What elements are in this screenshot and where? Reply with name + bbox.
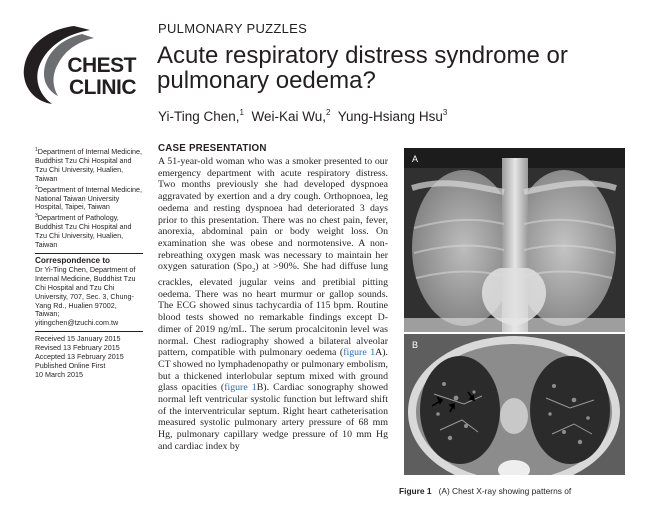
- figure-panel-b-ct[interactable]: [404, 334, 625, 475]
- affiliation-text: Department of Internal Medicine, Buddhist Tzu Chi Hospital and Tzu Chi University, Hualien, Taiwan: [35, 147, 143, 183]
- chest-xray-image: [404, 148, 625, 332]
- date-published: 10 March 2015: [35, 369, 83, 379]
- panel-label-a: A: [412, 154, 419, 164]
- author-affiliation-mark: 1: [239, 108, 244, 117]
- affiliation: [35, 146, 143, 184]
- figure-caption-label: Figure 1: [399, 486, 432, 496]
- affiliation-text: Department of Pathology, Buddhist Tzu Chi Hospital and Tzu Chi University, Hualien, Taiwan: [35, 213, 132, 250]
- panel-label-b: B: [412, 340, 419, 350]
- figure-caption: [399, 486, 571, 496]
- author-affiliation-mark: 3: [442, 108, 448, 117]
- figure-panel-a-xray[interactable]: [404, 148, 625, 332]
- author-affiliation-mark: 2: [326, 108, 331, 117]
- affiliation-mark: 2: [35, 184, 38, 191]
- ct-scan-image: [404, 334, 625, 475]
- article-title: Acute respiratory distress syndrome or pulmonary oedema?: [157, 42, 568, 94]
- affiliation-mark: 1: [35, 147, 38, 153]
- author-name: Yi-Ting Chen,: [158, 109, 240, 124]
- affiliation: [35, 212, 143, 250]
- subscript: 2: [251, 267, 256, 275]
- date-accepted: Accepted 13 February 2015: [35, 352, 124, 362]
- author-name: Wei-Kai Wu,: [251, 109, 327, 124]
- correspondence-address: Dr Yi-Ting Chen, Department of Internal Medicine, Buddhist Tzu Chi Hospital and Tzu Chi University, 707, Sec. 3, Chung-Yang Rd., Hualien 97002, Taiwan;: [35, 264, 136, 319]
- author-list: [158, 108, 447, 124]
- logo-line-clinic: CLINIC: [69, 76, 136, 99]
- section-heading: CASE PRESENTATION: [158, 143, 267, 154]
- date-revised: Revised 13 February 2015: [35, 343, 120, 353]
- correspondence-email[interactable]: yitingchen@tzuchi.com.tw: [35, 318, 119, 328]
- affiliation-mark: 3: [35, 213, 38, 220]
- author-name: Yung-Hsiang Hsu: [337, 109, 443, 124]
- correspondence-heading: Correspondence to: [35, 255, 111, 265]
- text-run: A). CT showed no lymphadenopathy or pulmonary embolism, but a thickened interlobular septum mixed with ground glass opacities (: [158, 347, 388, 394]
- figure-link[interactable]: figure 1: [343, 347, 376, 359]
- text-run: ) at >90%. She had diffuse lung crackles, elevated jugular veins and pretibial pitting oedema. There was no heart murmur or gallop sounds. The ECG showed sinus tachycardia of 115 bpm. Routine blood tests showed no remarkable findings except D-dimer of 2019 ng/mL. The serum procalcitonin level was normal. Chest radiography showed a bilateral alveolar pattern, compatible with pulmonary oedema (: [158, 261, 388, 359]
- article-body: [158, 156, 388, 453]
- affiliation-text: Department of Internal Medicine, National Taiwan University Hospital, Taipei, Taiwan: [35, 184, 143, 212]
- sidebar-divider: [35, 331, 143, 332]
- sidebar-divider: [35, 253, 143, 254]
- text-run: A 51-year-old woman who was a smoker presented to our emergency department with acute respiratory distress. Two months previously she had developed dyspnoea aggravated by exertion and a dry cough. Orthopnoea, leg oedema and resting dyspnoea had deteriorated 3 days prior to this presentation. There was no chest pain, fever, anorexia, abdominal pain or body weight loss. On examination she was obese and normotensive. A non-rebreathing oxygen mask was necessary to maintain her oxygen saturation (Spo: [158, 156, 388, 273]
- series-label: PULMONARY PUZZLES: [158, 21, 308, 36]
- date-received: Received 15 January 2015: [35, 334, 121, 344]
- journal-logo: [12, 22, 144, 108]
- article-sidebar: [35, 146, 143, 380]
- date-published-label: Published Online First: [35, 360, 106, 370]
- case-paragraph: [158, 156, 388, 453]
- figure-link[interactable]: figure 1: [224, 382, 257, 394]
- figure-caption-text: (A) Chest X-ray showing patterns of: [438, 486, 572, 496]
- logo-line-chest: CHEST: [67, 54, 136, 77]
- affiliation: [35, 184, 143, 213]
- text-run: B). Cardiac sonography showed normal left ventricular systolic function but leftward shift of the interventricular septum. Right heart catheterisation measured systolic pulmonary artery pressure of 68 mm Hg, pulmonary capillary wedge pressure of 10 mm Hg and cardiac index by: [158, 382, 388, 452]
